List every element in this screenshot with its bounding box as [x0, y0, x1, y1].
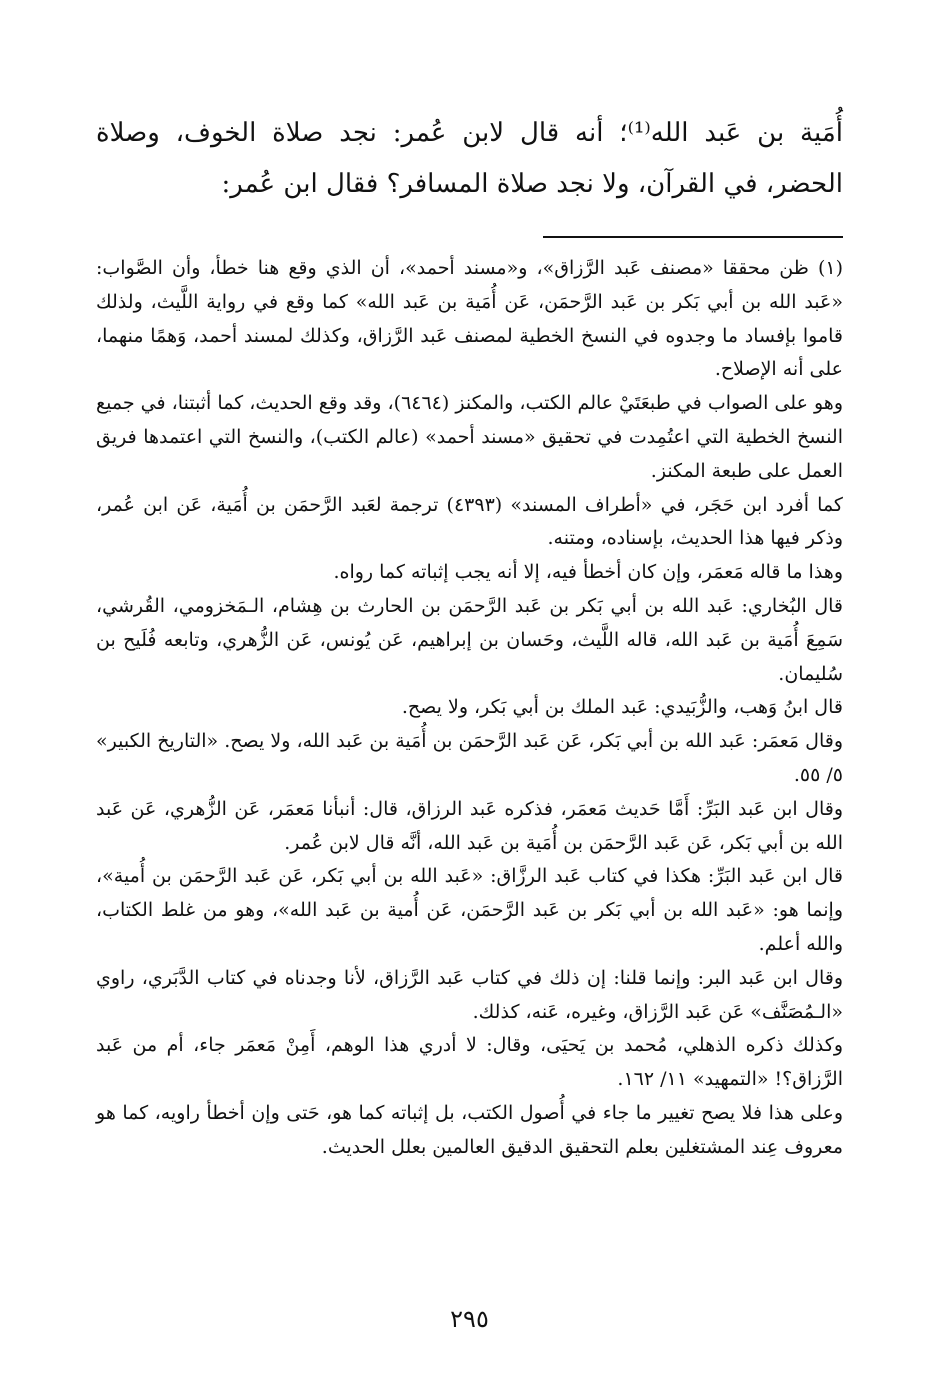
footnote-paragraph: قال البُخاري: عَبد الله بن أبي بَكر بن عَبد الرَّحمَن بن الحارث بن هِشام، الـمَخزومي، القُرشي، سَمِعَ أُمَية بن عَبد الله، قاله اللَّيث، وحَسان بن إبراهيم، عَن يُونس، عَن الزُّهري، وتابعه فُلَيح بن سُليمان. — [96, 594, 843, 685]
footnote-paragraph: كما أفرد ابن حَجَر، في «أطراف المسند» (٤٣٩٣) ترجمة لعَبد الرَّحمَن بن أُمَية، عَن ابن عُمر، وذكر فيها هذا الحديث، بإسناده، ومتنه. — [96, 493, 843, 550]
footnote-paragraph: وهذا ما قاله مَعمَر، وإن كان أخطأ فيه، إلا أنه يجب إثباته كما رواه. — [333, 561, 843, 584]
footnote-paragraph: قال ابنُ وَهب، والزُّبَيدي: عَبد الملك بن أبي بَكر، ولا يصح. — [401, 696, 843, 719]
page-number: ٢٩٥ — [450, 1305, 489, 1333]
footnote-paragraph: وهو على الصواب في طبعَتَيْ عالم الكتب، والمكنز (٦٤٦٤)، وقد وقع الحديث، كما أثبتنا، في جميع النسخ الخطية التي اعتُمِدت في تحقيق «مسند أحمد» (عالم الكتب)، والنسخ التي اعتمدها فريق العمل على طبعة المكنز. — [96, 392, 843, 482]
footnote-paragraph: وقال ابن عَبد البر: وإنما قلنا: إن ذلك في كتاب عَبد الرَّزاق، لأنا وجدناه في كتاب الدَّبَري، راوي «الـمُصَنَّف» عَن عَبد الرَّزاق، وغيره، عَنه، كذلك. — [96, 966, 843, 1023]
footnotes — [96, 252, 843, 1165]
main-paragraph: أُمَية بن عَبد الله⁽¹⁾؛ أنه قال لابن عُمر: نجد صلاة الخوف، وصلاة الحضر، في القرآن، ولا نجد صلاة المسافر؟ فقال ابن عُمر: — [96, 118, 843, 199]
footnote-paragraph: وقال مَعمَر: عَبد الله بن أبي بَكر، عَن عَبد الرَّحمَن بن أُمَية بن عَبد الله، ولا يصح. «التاريخ الكبير» ٥/ ٥٥. — [96, 730, 843, 786]
main-text — [96, 108, 843, 210]
footnote-paragraph: وقال ابن عَبد البَرِّ: أَمَّا حَديث مَعمَر، فذكره عَبد الرزاق، قال: أنبأنا مَعمَر، عَن الزُّهري، عَن عَبد الله بن أبي بَكر، عَن عَبد الرَّحمَن بن أُمَية بن عَبد الله، أنَّه قال لابن عُمر. — [96, 797, 843, 854]
footnote-paragraph: قال ابن عَبد البَرِّ: هكذا في كتاب عَبد الرزَّاق: «عَبد الله بن أبي بَكر، عَن عَبد الرَّحمَن بن أُمية»، وإنما هو: «عَبد الله بن أبي بَكر بن عَبد الرَّحمَن، عَن أُمية بن عَبد الله»، وهو من غلط الكتاب، والله أعلم. — [96, 865, 843, 955]
footnote-paragraph: وكذلك ذكره الذهلي، مُحمد بن يَحيَى، وقال: لا أدري هذا الوهم، أَمِنْ مَعمَر جاء، أم من عَبد الرَّزاق؟! «التمهيد» ١١/ ١٦٢. — [96, 1034, 843, 1091]
footnote-paragraph: (١) ظن محققا «مصنف عَبد الرَّزاق»، و«مسند أحمد»، أن الذي وقع هنا خطأ، وأن الصَّواب: «عَبد الله بن أبي بَكر بن عَبد الرَّحمَن، عَن أُمَية بن عَبد الله» كما وقع في رواية اللَّيث، ولذلك قاموا بإفساد ما وجدوه في النسخ الخطية لمصنف عَبد الرَّزاق، وكذلك لمسند أحمد، وَهمًا منهما، على أنه الإصلاح. — [96, 257, 843, 381]
footnote-separator — [543, 236, 843, 238]
footnote-paragraph: وعلى هذا فلا يصح تغيير ما جاء في أُصول الكتب، بل إثباته كما هو، حَتى وإن أخطأ راويه، كما هو معروف عِند المشتغلين بعلم التحقيق الدقيق العالمين بعلل الحديث. — [96, 1101, 843, 1158]
